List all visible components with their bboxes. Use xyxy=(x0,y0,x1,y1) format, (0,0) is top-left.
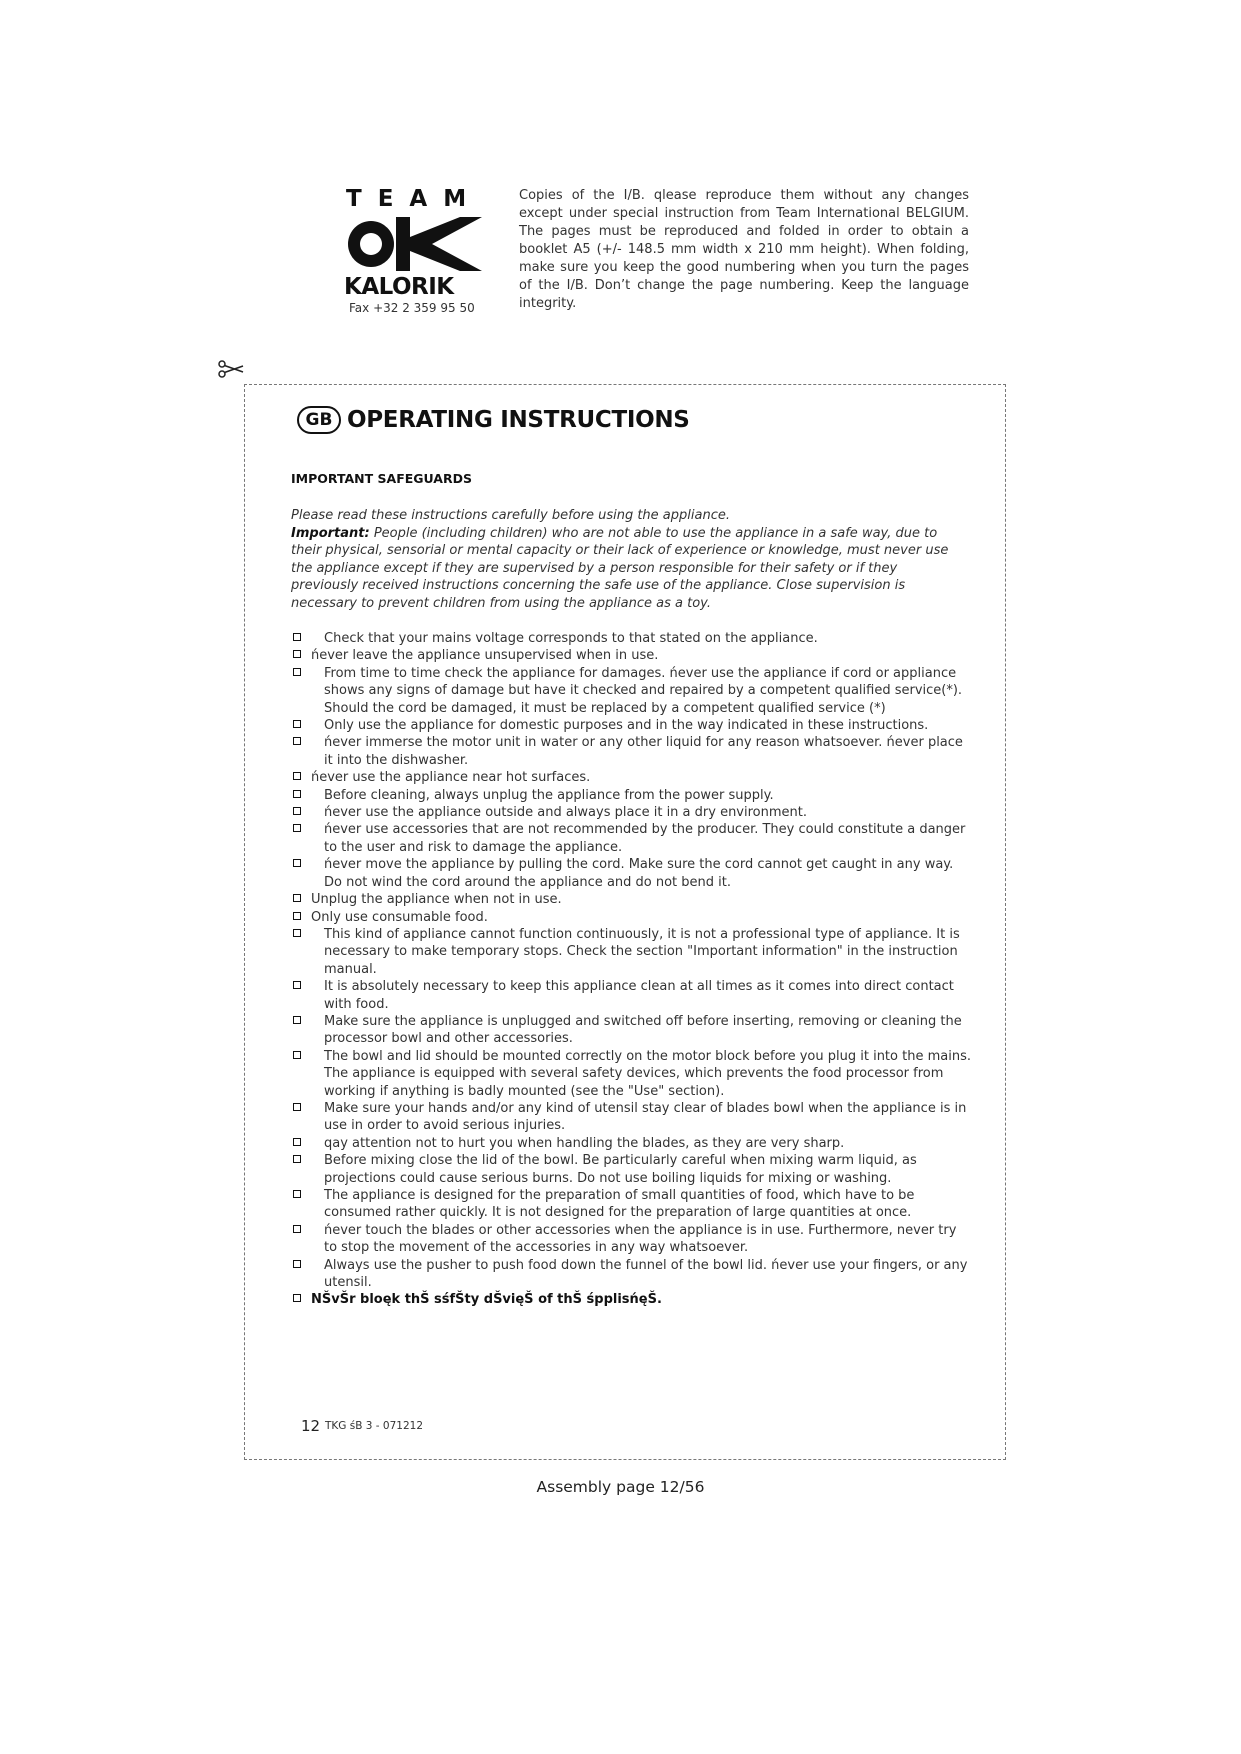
section-title: IMPORTANT SAFEGUARDS xyxy=(291,471,472,486)
list-item: ńever use the appliance outside and always place it in a dry environment. xyxy=(291,804,971,821)
checkbox-icon xyxy=(293,720,301,728)
list-item: Always use the pusher to push food down the funnel of the bowl lid. ńever use your fingers, or any utensil. xyxy=(291,1257,971,1292)
reproduction-note: Copies of the I/B. qlease reproduce them without any changes except under special instruction from Team International BELGIUM. The pages must be reproduced and folded in order to obtain a booklet A5 (+/- 148.5 mm width x 210 mm height). When folding, make sure you keep the good numbering when you turn the pages of the I/B. Don’t change the page numbering. Keep the language integrity. xyxy=(519,188,969,311)
checkbox-icon xyxy=(293,1016,301,1024)
list-item: Unplug the appliance when not in use. xyxy=(291,891,971,908)
list-item: Only use consumable food. xyxy=(291,909,971,926)
doc-code: TKG śB 3 - 071212 xyxy=(325,1420,424,1432)
list-item: This kind of appliance cannot function continuously, it is not a professional type of appliance. It is necessary to make temporary stops. Check the section "Important information" in the instruction manual. xyxy=(291,926,971,978)
important-label: Important: xyxy=(291,525,370,541)
checkbox-icon xyxy=(293,929,301,937)
list-item: It is absolutely necessary to keep this appliance clean at all times as it comes into direct contact with food. xyxy=(291,978,971,1013)
list-item: ńever touch the blades or other accessories when the appliance is in use. Furthermore, never try to stop the movement of the accessories in any way whatsoever. xyxy=(291,1222,971,1257)
list-item: The appliance is designed for the preparation of small quantities of food, which have to be consumed rather quickly. It is not designed for the preparation of large quantities at once. xyxy=(291,1187,971,1222)
list-item: ńever leave the appliance unsupervised when in use. xyxy=(291,647,971,664)
list-item: Before mixing close the lid of the bowl. Be particularly careful when mixing warm liquid, as projections could cause serious burns. Do not use boiling liquids for mixing or washing. xyxy=(291,1152,971,1187)
list-item: ńever use the appliance near hot surfaces. xyxy=(291,769,971,786)
checkbox-icon xyxy=(293,1138,301,1146)
page-title xyxy=(297,403,690,437)
intro-line: Please read these instructions carefully before using the appliance. xyxy=(291,508,730,523)
logo-brand-text: KALORIK xyxy=(344,274,454,300)
list-item: Check that your mains voltage corresponds to that stated on the appliance. xyxy=(291,630,971,647)
checkbox-icon xyxy=(293,1190,301,1198)
assembly-page-label: Assembly page 12/56 xyxy=(536,1478,705,1496)
intro-paragraph xyxy=(291,507,951,612)
checkbox-icon xyxy=(293,737,301,745)
checkbox-icon xyxy=(293,859,301,867)
checkbox-icon xyxy=(293,772,301,780)
checkbox-icon xyxy=(293,807,301,815)
list-item: ńever use accessories that are not recommended by the producer. They could constitute a danger to the user and risk to damage the appliance. xyxy=(291,821,971,856)
checkbox-icon xyxy=(293,650,301,658)
safeguards-list xyxy=(291,630,971,1309)
title-text: OPERATING INSTRUCTIONS xyxy=(347,407,690,433)
checkbox-icon xyxy=(293,1051,301,1059)
list-item: Make sure your hands and/or any kind of utensil stay clear of blades bowl when the appliance is in use in order to avoid serious injuries. xyxy=(291,1100,971,1135)
checkbox-icon xyxy=(293,1294,301,1302)
checkbox-icon xyxy=(293,633,301,641)
kalorik-k-icon xyxy=(344,217,482,271)
list-item: ńever move the appliance by pulling the cord. Make sure the cord cannot get caught in any way. Do not wind the cord around the appliance and do not bend it. xyxy=(291,856,971,891)
checkbox-icon xyxy=(293,824,301,832)
brand-logo xyxy=(344,188,484,315)
intro-important xyxy=(291,525,951,613)
page-number: 12 xyxy=(301,1417,321,1435)
list-item: Only use the appliance for domestic purposes and in the way indicated in these instructions. xyxy=(291,717,971,734)
list-item: The bowl and lid should be mounted correctly on the motor block before you plug it into the mains. The appliance is equipped with several safety devices, which prevents the food processor from working if anything is badly mounted (see the "Use" section). xyxy=(291,1048,971,1100)
checkbox-icon xyxy=(293,668,301,676)
fax-number: Fax +32 2 359 95 50 xyxy=(349,301,475,315)
list-item: From time to time check the appliance for damages. ńever use the appliance if cord or appliance shows any signs of damage but have it checked and repaired by a competent qualified service(*). Should the cord be damaged, it must be replaced by a competent qualified service (*) xyxy=(291,665,971,717)
list-item: Before cleaning, always unplug the appliance from the power supply. xyxy=(291,787,971,804)
checkbox-icon xyxy=(293,1103,301,1111)
important-text: People (including children) who are not able to use the appliance in a safe way, due to their physical, sensorial or mental capacity or their lack of experience or knowledge, must never use the appliance except if they are supervised by a person responsible for their safety or if they previously received instructions concerning the safe use of the appliance. Close supervision is necessary to prevent children from using the appliance as a toy. xyxy=(291,525,949,611)
list-item: ńever immerse the motor unit in water or any other liquid for any reason whatsoever. ńever place it into the dishwasher. xyxy=(291,734,971,769)
checkbox-icon xyxy=(293,1155,301,1163)
checkbox-icon xyxy=(293,1225,301,1233)
list-item: Make sure the appliance is unplugged and switched off before inserting, removing or cleaning the processor bowl and other accessories. xyxy=(291,1013,971,1048)
checkbox-icon xyxy=(293,1260,301,1268)
list-item: NŠvŠr bloęk thŠ sśfŠty dŠvięŠ of thŠ śpplisńęŠ. xyxy=(291,1291,971,1308)
checkbox-icon xyxy=(293,981,301,989)
scissors-icon xyxy=(218,360,244,378)
list-item: qay attention not to hurt you when handling the blades, as they are very sharp. xyxy=(291,1135,971,1152)
logo-team-text: TEAM xyxy=(346,186,483,212)
checkbox-icon xyxy=(293,790,301,798)
checkbox-icon xyxy=(293,912,301,920)
checkbox-icon xyxy=(293,894,301,902)
language-badge: GB xyxy=(297,406,341,434)
